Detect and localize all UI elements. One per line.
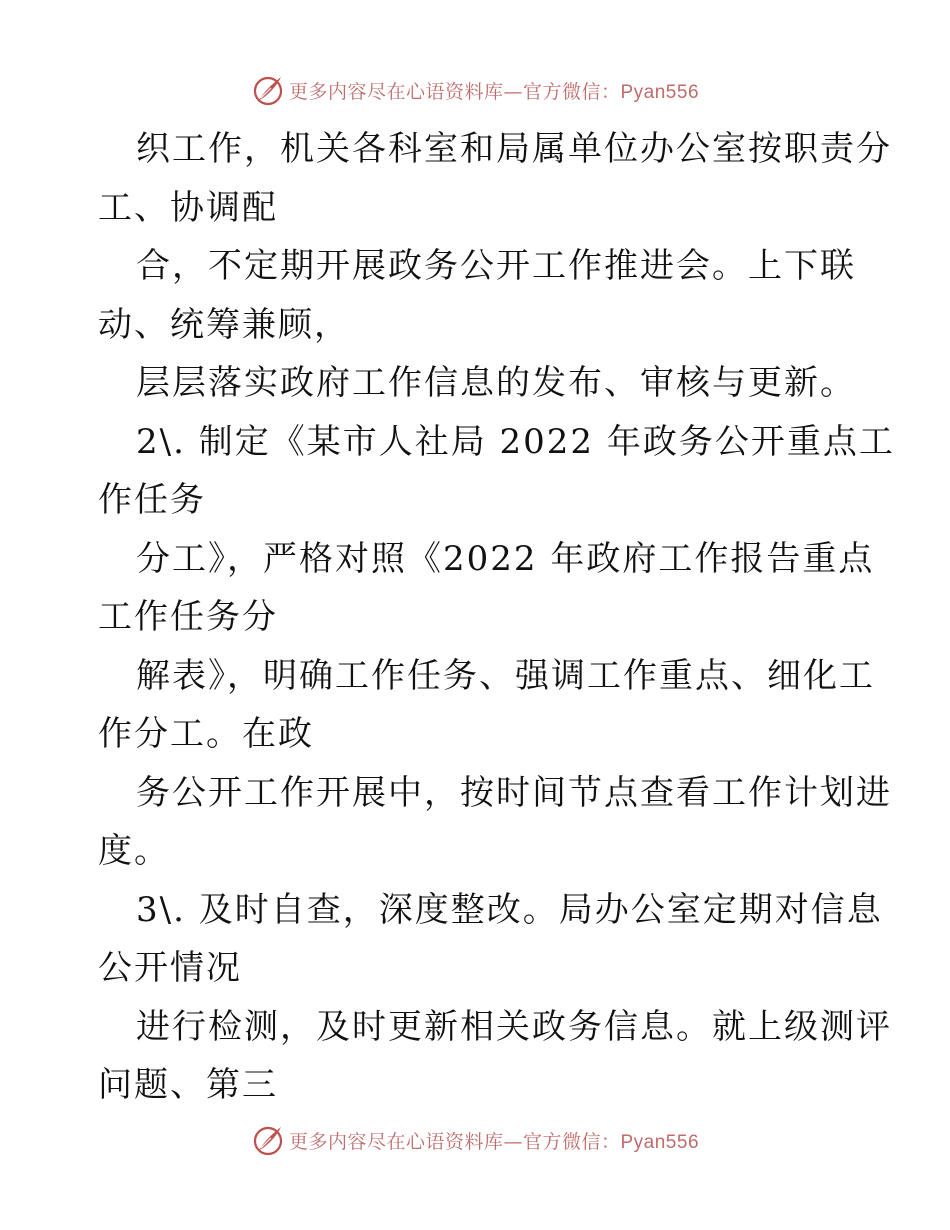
text-line: 公开情况 bbox=[98, 948, 242, 988]
text-line: 务公开工作开展中，按时间节点查看工作计划进 bbox=[136, 772, 892, 813]
text-line: 织工作，机关各科室和局属单位办公室按职责分 bbox=[136, 129, 892, 169]
text-line: 动、统筹兼顾， bbox=[98, 304, 350, 345]
text-line: 解表》，明确工作任务、强调工作重点、细化工 bbox=[136, 655, 875, 696]
text-line: 层层落实政府工作信息的发布、审核与更新。 bbox=[136, 363, 856, 403]
text-line: 3\. 及时自查，深度整改。局办公室定期对信息 bbox=[136, 889, 883, 930]
text-line: 工、协调配 bbox=[98, 187, 278, 228]
watermark-wechat-id: Pyan556 bbox=[620, 81, 700, 103]
text-line: 合，不定期开展政务公开工作推进会。上下联 bbox=[136, 246, 856, 286]
text-line: 进行检测，及时更新相关政务信息。就上级测评 bbox=[136, 1006, 892, 1047]
text-line: 问题、第三 bbox=[98, 1065, 278, 1105]
document-body bbox=[98, 120, 895, 1115]
text-line: 2\. 制定《某市人社局 2022 年政务公开重点工 bbox=[136, 421, 895, 462]
watermark-text: 更多内容尽在心语资料库—官方微信：Pyan556 bbox=[288, 80, 700, 103]
feather-pen-logo-icon bbox=[251, 73, 285, 107]
text-line: 作分工。在政 bbox=[98, 714, 314, 754]
feather-pen-logo-icon bbox=[251, 1123, 285, 1157]
text-line: 分工》，严格对照《2022 年政府工作报告重点 bbox=[136, 538, 875, 579]
text-line: 作任务 bbox=[98, 480, 206, 520]
text-line: 工作任务分 bbox=[98, 597, 278, 637]
watermark-text: 更多内容尽在心语资料库—官方微信：Pyan556 bbox=[288, 1130, 700, 1153]
footer-watermark bbox=[0, 1120, 950, 1160]
header-watermark bbox=[0, 70, 950, 110]
watermark-wechat-id: Pyan556 bbox=[620, 1131, 700, 1153]
text-line: 度。 bbox=[98, 831, 170, 871]
